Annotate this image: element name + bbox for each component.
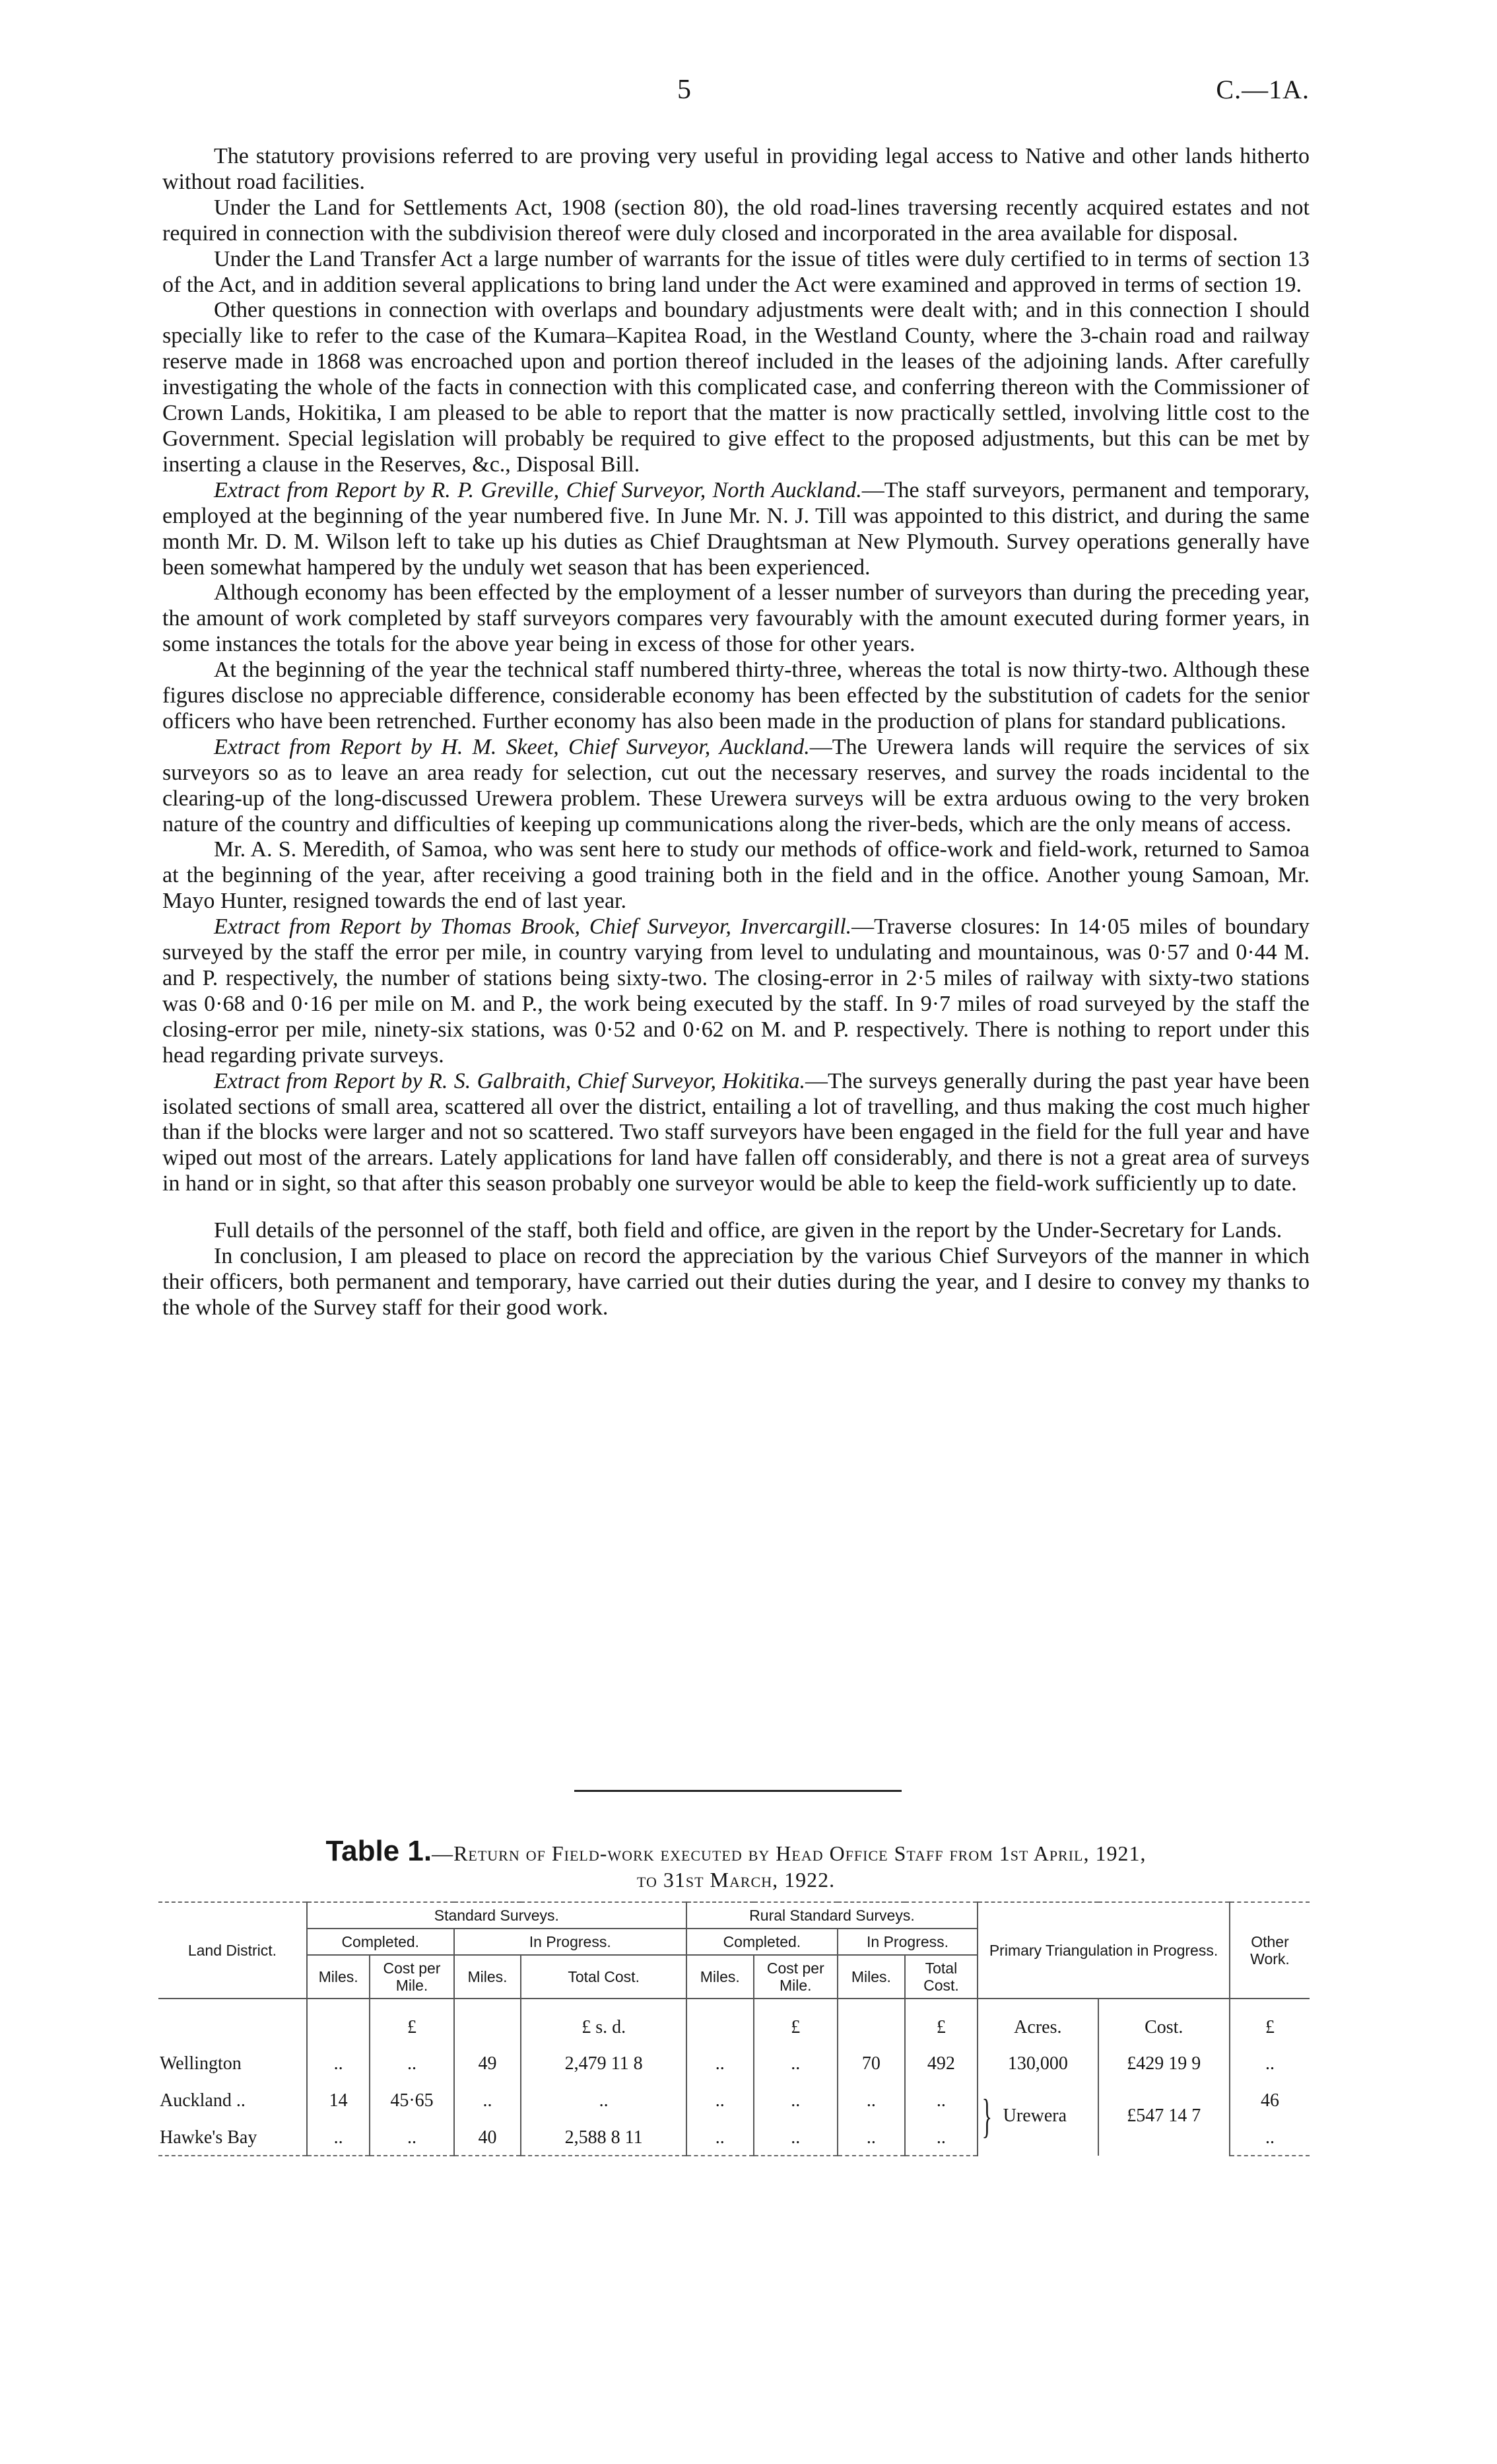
fieldwork-returns-table — [158, 1901, 1310, 2156]
paragraph-text: —The surveys generally during the past year have been isolated sections of small area, scattered all over the district, entailing a lot of travelling, and thus making the cost much higher than if the blocks were larger and not so scattered. Two staff surveyors have been engaged in the field for the full year and have wiped out most of the arrears. Lately applications for land have fallen off considerably, and there is not a great area of surveys in hand or in sight, so that after this season probably one surveyor would be able to keep the field-work sufficiently up to date. — [162, 1068, 1310, 1196]
header-miles: Miles. — [454, 1955, 521, 1999]
table-cell: .. — [686, 2076, 754, 2113]
header-std-completed: Completed. — [307, 1929, 454, 1955]
district-cell: Auckland .. — [160, 2090, 246, 2111]
header-miles: Miles. — [838, 1955, 905, 1999]
header-land-district: Land District. — [158, 1902, 307, 1999]
table-cell: 49 — [454, 2039, 521, 2076]
paragraph-text: —Traverse closures: In 14·05 miles of boundary surveyed by the staff the error per mile, in country varying from level to undulating and mountainous, was 0·57 and 0·44 M. and P. respectively, the number of stations being sixty-two. The closing-error in 2·5 miles of railway with sixty-two stations was 0·68 and 0·16 per mile on M. and P., the work being executed by the staff. In 9·7 miles of road surveyed by the staff the closing-error per mile, ninety-six stations, was 0·52 and 0·62 on M. and P. respectively. There is nothing to report under this head regarding private surveys. — [162, 914, 1310, 1068]
table-cell: .. — [754, 2039, 838, 2076]
units-row — [158, 1999, 1310, 2039]
urewera-cell — [978, 2076, 1098, 2156]
header-standard-surveys: Standard Surveys. — [307, 1902, 686, 1929]
header-cost-per-mile: Cost per Mile. — [754, 1955, 838, 1999]
table-cell: £429 19 9 — [1098, 2039, 1230, 2076]
header-total-cost: Total Cost. — [521, 1955, 686, 1999]
extract-heading: Extract from Report by R. P. Greville, Chief Surveyor, North Auckland. — [214, 477, 862, 502]
paragraph: Other questions in connection with overlaps and boundary adjustments were dealt with; and in this connection I should specially like to refer to the case of the Kumara–Kapitea Road, in the Westland County, where the 3-chain road and railway reserve made in 1868 was encroached upon and portion thereof included in the leases of the adjoining lands. After carefully investigating the whole of the facts in connection with this complicated case, and conferring thereon with the Commissioner of Crown Lands, Hokitika, I am pleased to be able to report that the matter is now practically settled, involving little cost to the Government. Special legislation will probably be required to give effect to the proposed adjustments, but this can be met by inserting a clause in the Reserves, &c., Disposal Bill. — [162, 298, 1310, 477]
table-cell: .. — [1230, 2113, 1310, 2156]
table-cell: 2,588 8 11 — [521, 2113, 686, 2156]
district-cell: Hawke's Bay — [158, 2113, 307, 2156]
table-cell — [454, 1999, 521, 2039]
urewera-label: Urewera — [1003, 2105, 1067, 2126]
table-cell: .. — [370, 2113, 453, 2156]
paragraph-greville — [162, 478, 1310, 581]
table-cell: 70 — [838, 2039, 905, 2076]
paragraph: At the beginning of the year the technical staff numbered thirty-three, whereas the total is now thirty-two. Although these figures disclose no appreciable difference, considerable economy has been effected by the substitution of cadets for the senior officers who have been retrenched. Further economy has also been made in the production of plans for standard publications. — [162, 658, 1310, 734]
table-cell: 40 — [454, 2113, 521, 2156]
header-miles: Miles. — [307, 1955, 370, 1999]
table-cell: 2,479 11 8 — [521, 2039, 686, 2076]
paragraph: Full details of the personnel of the staff, both field and office, are given in the report by the Under-Secretary for Lands. — [214, 1218, 1282, 1243]
header-cost-per-mile: Cost per Mile. — [370, 1955, 453, 1999]
extract-heading: Extract from Report by H. M. Skeet, Chief Surveyor, Auckland. — [214, 734, 810, 759]
header-primary-triangulation: Primary Triangulation in Progress. — [978, 1902, 1230, 1999]
page-header — [162, 74, 1310, 114]
unit-label: £ — [754, 1999, 838, 2039]
paragraph-brook — [162, 914, 1310, 1068]
paragraph: Mr. A. S. Meredith, of Samoa, who was sent here to study our methods of office-work and field-work, returned to Samoa at the beginning of the year, after receiving a good training both in the field and in the office. Another young Samoan, Mr. Mayo Hunter, resigned towards the end of last year. — [162, 837, 1310, 914]
header-rural-standard-surveys: Rural Standard Surveys. — [686, 1902, 978, 1929]
unit-label: Acres. — [978, 1999, 1098, 2039]
unit-label: £ — [1230, 1999, 1310, 2039]
table-cell: .. — [754, 2076, 838, 2113]
paragraph: Although economy has been effected by the employment of a lesser number of surveyors than during the preceding year, the amount of work completed by staff surveyors compares very favourably with the amount executed during former years, in some instances the totals for the above year being in excess of those for other years. — [162, 580, 1310, 657]
table-cell: .. — [905, 2113, 978, 2156]
table-cell: .. — [521, 2076, 686, 2113]
table-cell: .. — [307, 2113, 370, 2156]
table-cell: .. — [838, 2076, 905, 2113]
header-miles: Miles. — [686, 1955, 754, 1999]
table-cell: 45·65 — [370, 2076, 453, 2113]
table-cell — [686, 1999, 754, 2039]
header-std-in-progress: In Progress. — [454, 1929, 686, 1955]
table-cell: .. — [454, 2076, 521, 2113]
table-title — [162, 1835, 1310, 1893]
table-label: Table 1. — [325, 1835, 432, 1867]
table-cell: .. — [838, 2113, 905, 2156]
paragraph: Under the Land for Settlements Act, 1908 (section 80), the old road-lines traversing recently acquired estates and not required in connection with the subdivision thereof were duly closed and incorporated in the area available for disposal. — [162, 195, 1310, 246]
unit-label: £ s. d. — [521, 1999, 686, 2039]
urewera-cost: £547 14 7 — [1098, 2076, 1230, 2156]
table-row — [158, 2076, 1310, 2113]
table-cell: .. — [370, 2039, 453, 2076]
section-divider — [574, 1790, 902, 1792]
table-cell: .. — [686, 2113, 754, 2156]
unit-label: £ — [370, 1999, 453, 2039]
header-rural-completed: Completed. — [686, 1929, 838, 1955]
extract-heading: Extract from Report by Thomas Brook, Chief Surveyor, Invercargill. — [214, 914, 852, 940]
paragraph: In conclusion, I am pleased to place on record the appreciation by the various Chief Surveyors of the manner in which their officers, both permanent and temporary, have carried out their duties during the year, and I desire to convey my thanks to the whole of the Survey staff for their good work. — [162, 1244, 1310, 1320]
table-cell: .. — [754, 2113, 838, 2156]
table-cell: 492 — [905, 2039, 978, 2076]
table-cell: .. — [905, 2076, 978, 2113]
header-other-work: Other Work. — [1230, 1902, 1310, 1999]
header-rural-in-progress: In Progress. — [838, 1929, 978, 1955]
paragraph-text: —The Urewera lands will require the services of six surveyors so as to leave an area ready for selection, cut out the necessary reserves, and survey the roads incidental to the clearing-up of the long-discussed Urewera problem. These Urewera surveys will be extra arduous owing to the very broken nature of the country and difficulties of keeping up communications along the river-beds, which are the only means of access. — [162, 734, 1310, 837]
table-cell: 130,000 — [978, 2039, 1098, 2076]
table-cell — [307, 1999, 370, 2039]
table-cell: 46 — [1230, 2076, 1310, 2113]
brace-glyph: } — [981, 2089, 993, 2142]
table-cell — [158, 1999, 307, 2039]
table-cell — [838, 1999, 905, 2039]
table-title-line1: —Return of Field-work executed by Head Office Staff from 1st April, 1921, — [432, 1841, 1147, 1865]
table-cell: .. — [686, 2039, 754, 2076]
paragraph: Under the Land Transfer Act a large number of warrants for the issue of titles were duly certified to in terms of section 13 of the Act, and in addition several applications to bring land under the Act were examined and approved in terms of section 19. — [162, 246, 1310, 297]
table-title-line2: to 31st March, 1922. — [636, 1868, 836, 1892]
table-row — [158, 2039, 1310, 2076]
report-body — [162, 144, 1310, 1321]
header-total-cost: Total Cost. — [905, 1955, 978, 1999]
paragraph-text: —The staff surveyors, permanent and temporary, employed at the beginning of the year numbered five. In June Mr. N. J. Till was appointed to this district, and during the same month Mr. D. M. Wilson left to take up his duties as Chief Draughtsman at New Plymouth. Survey operations generally have been somewhat hampered by the unduly wet season that has been experienced. — [162, 477, 1310, 580]
unit-label: £ — [905, 1999, 978, 2039]
paragraph-skeet — [162, 735, 1310, 838]
paragraph: The statutory provisions referred to are proving very useful in providing legal access to Native and other lands hitherto without road facilities. — [162, 144, 1310, 194]
table-cell: .. — [1230, 2039, 1310, 2076]
table-cell: .. — [307, 2039, 370, 2076]
page-number: 5 — [677, 75, 691, 105]
district-cell: Wellington — [160, 2053, 242, 2074]
document-reference: C.—1A. — [1216, 75, 1310, 104]
paragraph-galbraith — [162, 1069, 1310, 1198]
extract-heading: Extract from Report by R. S. Galbraith, Chief Surveyor, Hokitika. — [214, 1068, 805, 1093]
table-cell: 14 — [307, 2076, 370, 2113]
unit-label: Cost. — [1098, 1999, 1230, 2039]
